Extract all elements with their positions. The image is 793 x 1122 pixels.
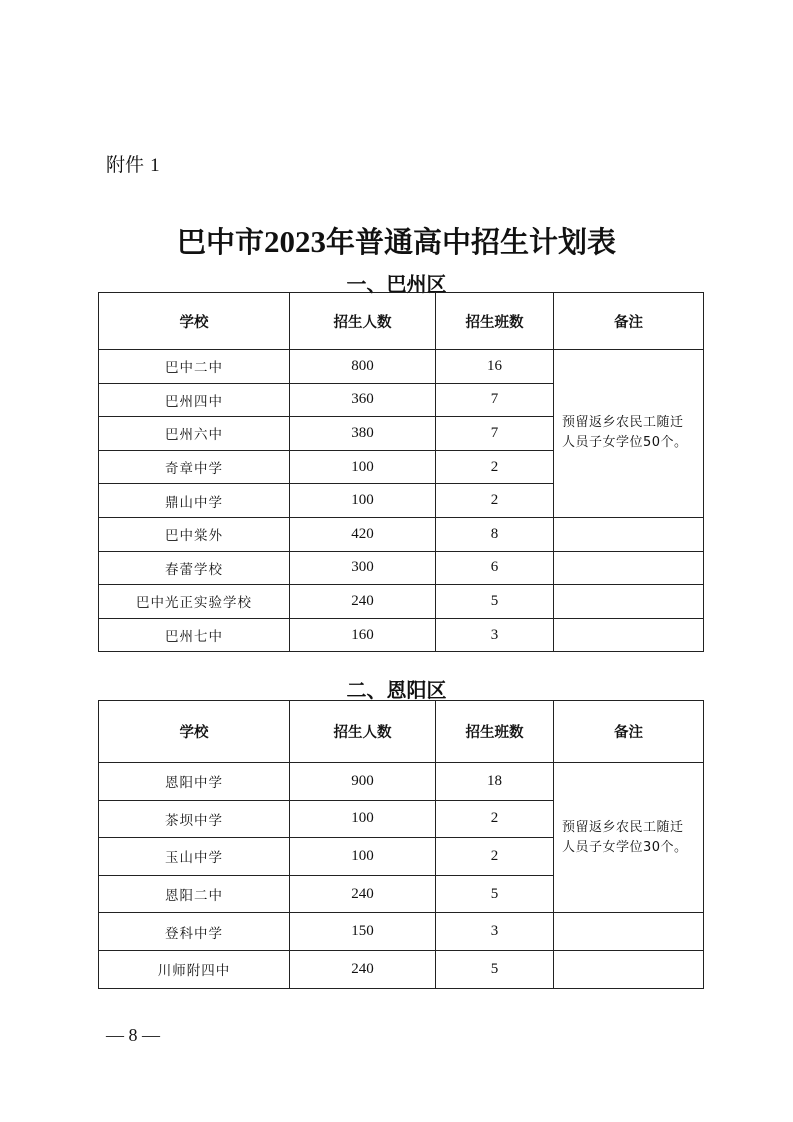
cell-classes: 7 (436, 417, 554, 451)
header-note: 备注 (554, 293, 704, 350)
cell-students: 100 (290, 450, 436, 484)
cell-classes: 2 (436, 484, 554, 518)
cell-note-empty (554, 517, 704, 551)
cell-school: 鼎山中学 (99, 484, 290, 518)
table-row (99, 618, 704, 652)
cell-students: 240 (290, 875, 436, 913)
cell-students: 160 (290, 618, 436, 652)
cell-note-empty (554, 913, 704, 951)
cell-students: 100 (290, 800, 436, 838)
header-classes: 招生班数 (436, 293, 554, 350)
cell-school: 恩阳二中 (99, 875, 290, 913)
table-row (99, 350, 704, 384)
cell-school: 登科中学 (99, 913, 290, 951)
section-heading-bazhou: 一、巴州区 (346, 272, 447, 296)
cell-students: 150 (290, 913, 436, 951)
cell-school: 恩阳中学 (99, 763, 290, 801)
table-row (99, 763, 704, 801)
title-year: 2023 (264, 224, 326, 259)
cell-school: 巴州六中 (99, 417, 290, 451)
title-prefix: 巴中市 (176, 225, 264, 259)
cell-school: 巴中棠外 (99, 517, 290, 551)
cell-students: 240 (290, 585, 436, 619)
cell-students: 380 (290, 417, 436, 451)
cell-school: 巴中光正实验学校 (99, 585, 290, 619)
enrollment-table-bazhou (98, 292, 704, 652)
header-note: 备注 (554, 701, 704, 763)
cell-students: 360 (290, 383, 436, 417)
cell-students: 100 (290, 838, 436, 876)
table-row (99, 585, 704, 619)
header-school: 学校 (99, 293, 290, 350)
table-row (99, 913, 704, 951)
enrollment-table-enyang (98, 700, 704, 989)
section-heading-enyang: 二、恩阳区 (346, 678, 447, 702)
cell-students: 420 (290, 517, 436, 551)
page-title (0, 220, 793, 261)
cell-note: 预留返乡农民工随迁人员子女学位30个。 (554, 763, 704, 913)
table-header-row (99, 701, 704, 763)
cell-students: 100 (290, 484, 436, 518)
cell-school: 玉山中学 (99, 838, 290, 876)
cell-classes: 5 (436, 875, 554, 913)
cell-classes: 3 (436, 618, 554, 652)
table-row (99, 517, 704, 551)
cell-school: 奇章中学 (99, 450, 290, 484)
cell-classes: 5 (436, 585, 554, 619)
header-classes: 招生班数 (436, 701, 554, 763)
cell-school: 春蕾学校 (99, 551, 290, 585)
cell-classes: 2 (436, 450, 554, 484)
header-students: 招生人数 (290, 701, 436, 763)
cell-note-empty (554, 551, 704, 585)
table-row (99, 950, 704, 988)
cell-school: 茶坝中学 (99, 800, 290, 838)
cell-classes: 8 (436, 517, 554, 551)
page-number: — 8 — (106, 1025, 160, 1045)
cell-school: 巴州七中 (99, 618, 290, 652)
attachment-text: 附件 (106, 154, 145, 176)
cell-students: 900 (290, 763, 436, 801)
cell-note: 预留返乡农民工随迁人员子女学位50个。 (554, 350, 704, 518)
title-suffix: 年普通高中招生计划表 (326, 225, 617, 259)
cell-note-empty (554, 618, 704, 652)
cell-students: 800 (290, 350, 436, 384)
cell-classes: 2 (436, 838, 554, 876)
header-students: 招生人数 (290, 293, 436, 350)
cell-school: 巴中二中 (99, 350, 290, 384)
table-row (99, 551, 704, 585)
table-header-row (99, 293, 704, 350)
cell-note-empty (554, 950, 704, 988)
attachment-label (106, 150, 160, 177)
cell-classes: 7 (436, 383, 554, 417)
cell-students: 240 (290, 950, 436, 988)
cell-classes: 5 (436, 950, 554, 988)
cell-school: 川师附四中 (99, 950, 290, 988)
cell-classes: 6 (436, 551, 554, 585)
cell-classes: 18 (436, 763, 554, 801)
header-school: 学校 (99, 701, 290, 763)
cell-school: 巴州四中 (99, 383, 290, 417)
cell-classes: 2 (436, 800, 554, 838)
attachment-number: 1 (150, 155, 160, 176)
cell-classes: 3 (436, 913, 554, 951)
cell-note-empty (554, 585, 704, 619)
cell-students: 300 (290, 551, 436, 585)
cell-classes: 16 (436, 350, 554, 384)
